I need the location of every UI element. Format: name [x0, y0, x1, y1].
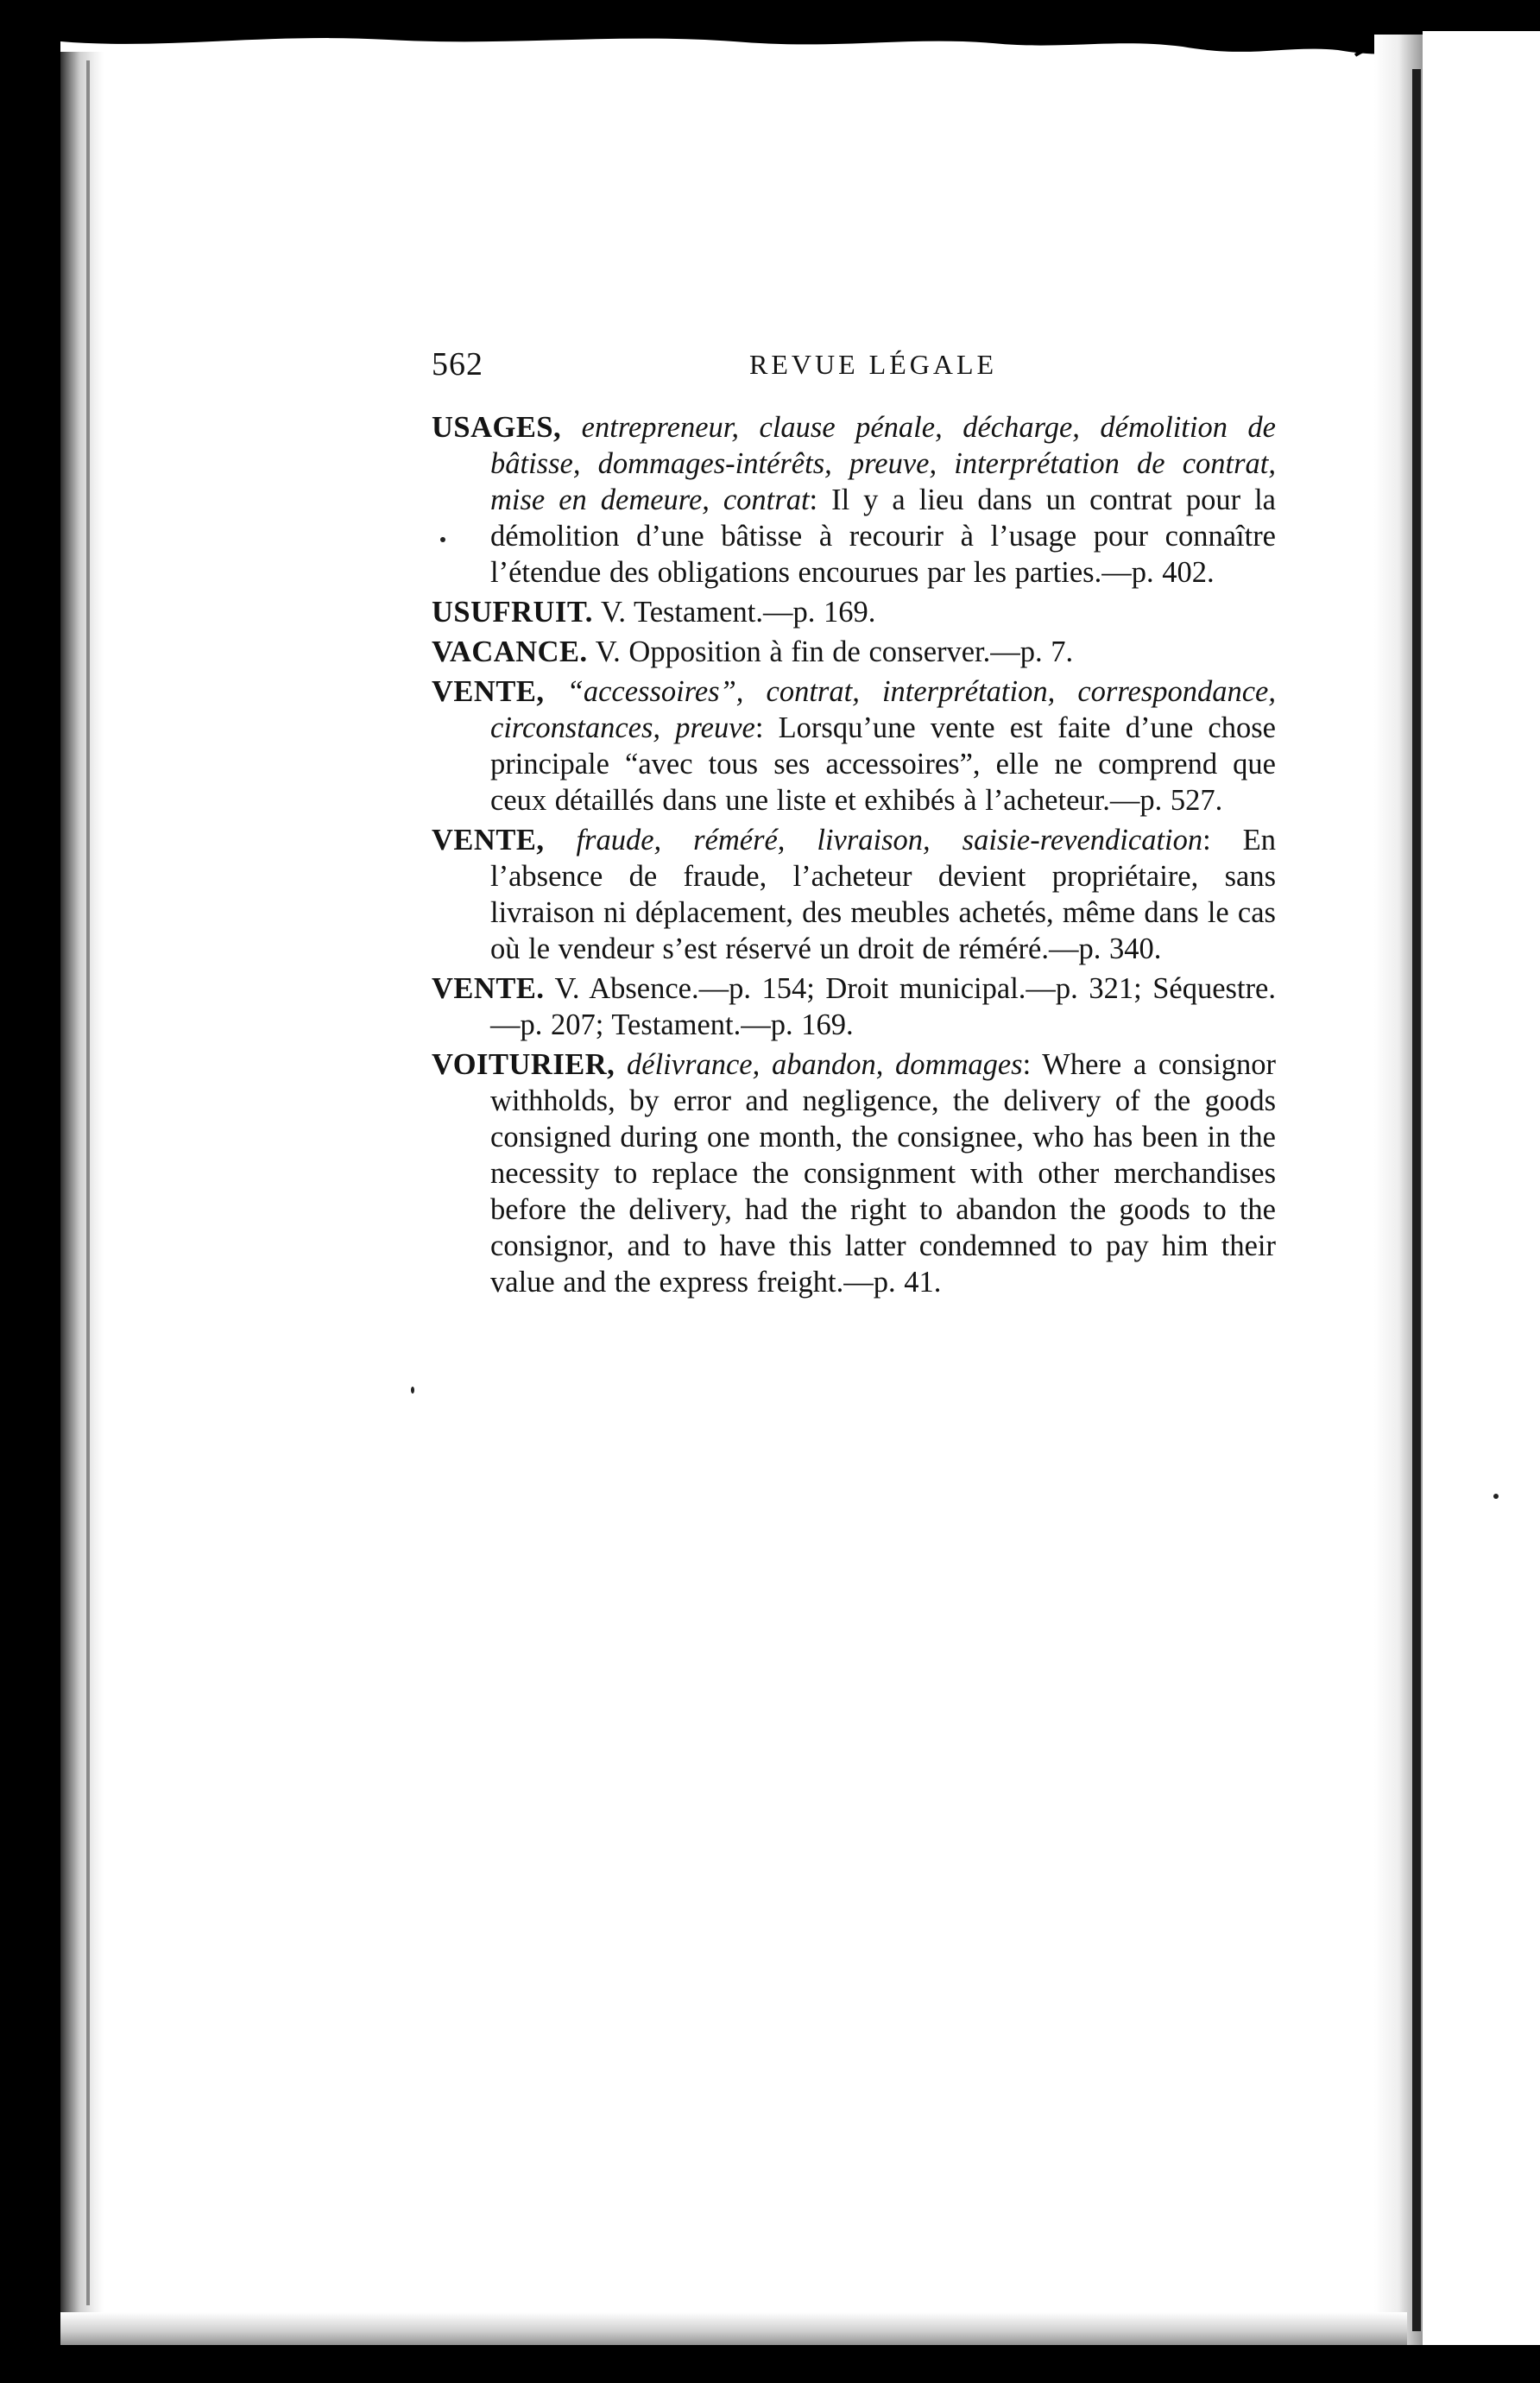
index-entry: [432, 970, 1276, 1043]
scan-speck: [411, 1387, 414, 1394]
entry-heading: VENTE,: [432, 824, 545, 856]
entry-heading: VACANCE.: [432, 635, 588, 668]
index-entry: [432, 673, 1276, 819]
index-entry: [432, 1046, 1276, 1300]
scan-border-bottom: [0, 2345, 1540, 2383]
entry-text: V. Testament.—p. 169.: [592, 596, 876, 629]
scan-speck: [1493, 1494, 1499, 1499]
entry-heading: USAGES,: [432, 411, 562, 444]
scan-border-left: [0, 0, 60, 2383]
entry-text: : Il y a lieu dans un contrat pour la démolition d’une bâtisse à recourir à l’usage pour connaître l’étendue des obligations encourues par les parties.—p. 402.: [490, 484, 1276, 589]
entry-text: : En l’absence de fraude, l’acheteur devient propriétaire, sans livraison ni déplacement, des meubles achetés, même dans le cas où le vendeur s’est réservé un droit de réméré.—p. 340.: [490, 824, 1276, 965]
index-entry: [432, 634, 1276, 670]
index-entry: [432, 594, 1276, 630]
entry-keywords: délivrance, abandon, dommages: [615, 1048, 1023, 1081]
entry-keywords: fraude, réméré, livraison, saisie-revendication: [544, 824, 1203, 856]
entry-heading: VOITURIER,: [432, 1048, 615, 1081]
entry-text: V. Opposition à fin de conserver.—p. 7.: [587, 635, 1074, 668]
page-top-edge: [60, 24, 1540, 69]
entry-heading: VENTE,: [432, 675, 545, 708]
index-entry: [432, 822, 1276, 967]
entry-heading: USUFRUIT.: [432, 596, 593, 629]
right-page-edge-line: [1412, 69, 1421, 2331]
entry-keywords: entrepreneur, clause pénale, décharge, démolition de bâtisse, dommages-intérêts, preuve, interprétation de contrat, mise en demeure, contrat: [490, 411, 1276, 516]
entry-text: : Lorsqu’une vente est faite d’une chose principale “avec tous ses accessoires”, elle ne comprend que ceux détaillés dans une liste et exhibés à l’acheteur.—p. 527.: [490, 711, 1276, 817]
book-binding-line: [86, 60, 90, 2305]
facing-page: [1423, 31, 1540, 2383]
index-entry: [432, 409, 1276, 591]
entry-keywords: “accessoires”, contrat, interprétation, correspondance, circonstances, preuve: [490, 675, 1276, 744]
entry-heading: VENTE.: [432, 972, 545, 1005]
page-number: 562: [432, 346, 483, 382]
index-entries: [432, 409, 1276, 1300]
entry-text: : Where a consignor withholds, by error and negligence, the delivery of the goods consigned during one month, the consignee, who has been in the necessity to replace the consignment with other merchandises before the delivery, had the right to abandon the goods to the consignor, and to have this latter condemned to pay him their value and the express freight.—p. 41.: [490, 1048, 1276, 1299]
journal-title: REVUE LÉGALE: [749, 349, 998, 380]
entry-text: V. Absence.—p. 154; Droit municipal.—p. 321; Séquestre.—p. 207; Testament.—p. 169.: [490, 972, 1276, 1041]
page-bottom-shadow: [60, 2312, 1407, 2347]
book-binding-shadow: [60, 52, 104, 2314]
